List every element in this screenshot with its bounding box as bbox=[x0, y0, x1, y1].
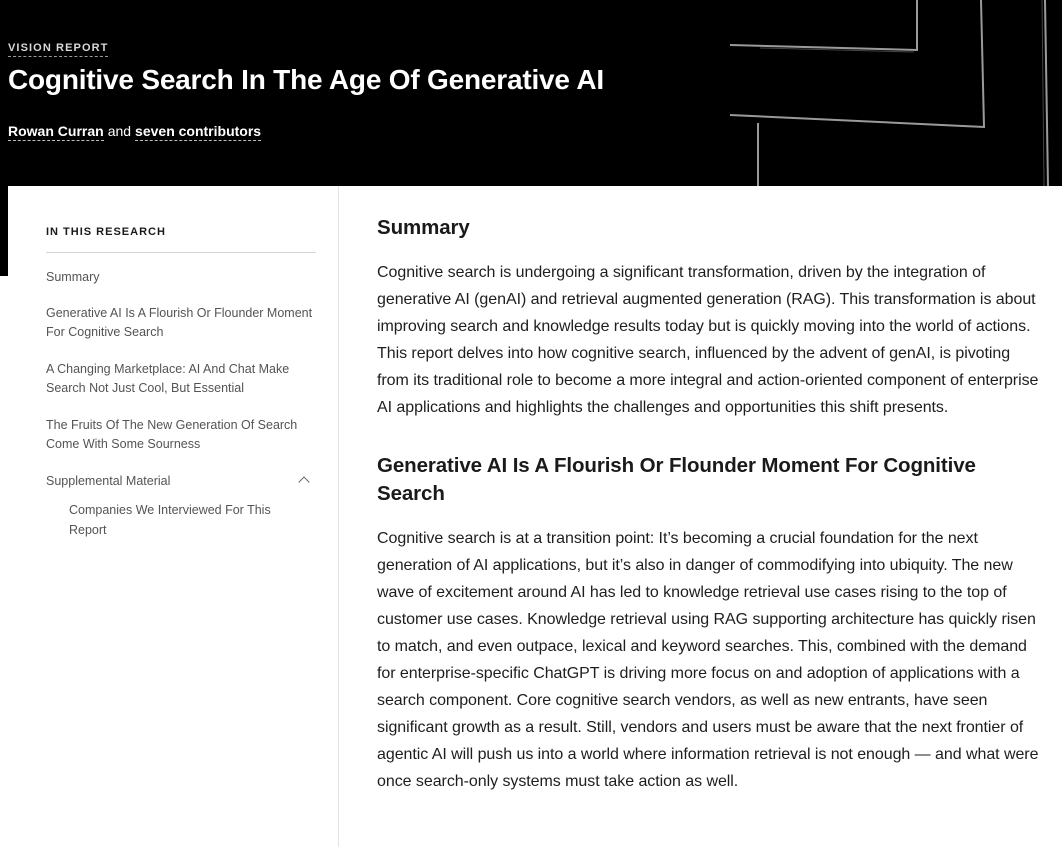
decorative-lines-graphic bbox=[700, 0, 1062, 186]
author-link[interactable]: Rowan Curran bbox=[8, 123, 104, 139]
toc-item-flourish-or-flounder[interactable]: Generative AI Is A Flourish Or Flounder Moment For Cognitive Search bbox=[46, 305, 313, 339]
author-connector: and bbox=[107, 123, 132, 139]
toc-item-supplemental-label: Supplemental Material bbox=[46, 473, 171, 488]
contributors-link[interactable]: seven contributors bbox=[135, 123, 262, 139]
section-heading-summary: Summary bbox=[377, 216, 470, 239]
table-of-contents bbox=[8, 186, 339, 847]
toc-item-summary[interactable]: Summary bbox=[46, 270, 100, 284]
report-body bbox=[377, 214, 1042, 795]
report-title: Cognitive Search In The Age Of Generative AI bbox=[8, 64, 604, 95]
header-edge-band bbox=[0, 186, 8, 276]
section-summary bbox=[377, 214, 1042, 421]
toc-item-fruits-of-new-generation[interactable]: The Fruits Of The New Generation Of Search Come With Some Sourness bbox=[46, 417, 298, 451]
chevron-up-icon[interactable] bbox=[298, 476, 309, 487]
report-header bbox=[0, 0, 1062, 186]
section-paragraph-summary: Cognitive search is undergoing a significant transformation, driven by the integration of generative AI (genAI) and retrieval augmented generation (RAG). This transformation is about improving search and knowledge results today but is quickly moving into the world of actions. This report delves into how cognitive search, influenced by the advent of genAI, is pivoting from its traditional role to become a more integral and action-oriented component of enterprise AI applications and highlights the challenges and opportunities this shift presents. bbox=[377, 264, 1039, 416]
toc-heading: IN THIS RESEARCH bbox=[46, 226, 316, 253]
report-type-label: VISION REPORT bbox=[8, 42, 108, 57]
toc-list bbox=[46, 268, 318, 540]
toc-item-changing-marketplace[interactable]: A Changing Marketplace: AI And Chat Make Search Not Just Cool, But Essential bbox=[46, 361, 290, 395]
author-line bbox=[8, 123, 261, 139]
section-flourish-or-flounder bbox=[377, 452, 1042, 795]
section-paragraph-flourish-or-flounder: Cognitive search is at a transition point: It’s becoming a crucial foundation for the next generation of AI applications, but it’s also in danger of commodifying into ubiquity. The new wave of excitement around AI has led to knowledge retrieval use cases rising to the top of customer use cases. Knowledge retrieval using RAG supporting architecture has quickly risen to match, and even outpace, lexical and keyword searches. This, combined with the demand for enterprise-specific ChatGPT is driving more focus on and adoption of applications with a search component. Core cognitive search vendors, as well as new entrants, have seen significant growth as a result. Still, vendors and users must be aware that the next frontier of agentic AI will push us into a world where information retrieval is not enough — and what were once search-only systems must take action as well. bbox=[377, 530, 1039, 790]
section-heading-flourish-or-flounder: Generative AI Is A Flourish Or Flounder Moment For Cognitive Search bbox=[377, 454, 976, 505]
toc-subitem-companies-interviewed[interactable]: Companies We Interviewed For This Report bbox=[69, 503, 271, 537]
toc-item-supplemental-material[interactable] bbox=[46, 472, 318, 492]
